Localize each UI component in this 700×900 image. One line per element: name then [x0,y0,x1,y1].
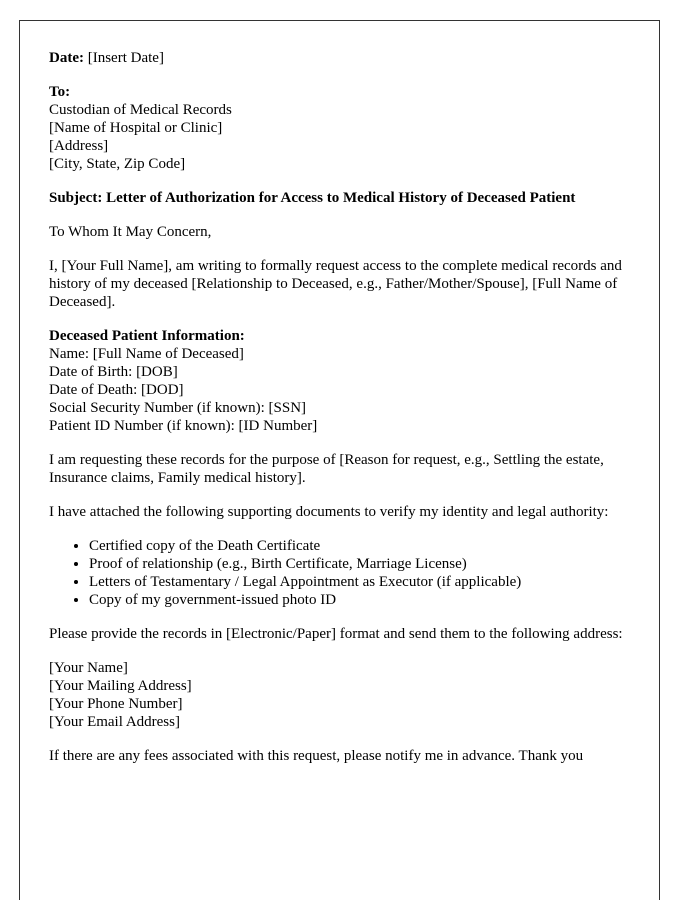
sender-line: [Your Email Address] [49,714,180,730]
date-label: Date: [49,50,84,66]
sender-line: [Your Name] [49,660,128,676]
recipient-line: [Name of Hospital or Clinic] [49,120,223,136]
sender-line: [Your Phone Number] [49,696,183,712]
patient-info-line: Date of Death: [DOD] [49,382,184,398]
subject-line [49,189,649,207]
letter-body [49,49,649,781]
format-request-paragraph: Please provide the records in [Electronic/Paper] format and send them to the following address: [49,626,623,642]
intro-paragraph: I, [Your Full Name], am writing to formally request access to the complete medical records and history of my deceased [Relationship to Deceased, e.g., Father/Mother/Spouse], [Full Name of Deceased]. [49,258,622,310]
closing-paragraph: If there are any fees associated with this request, please notify me in advance. Thank you [49,748,584,764]
recipient-line: [City, State, Zip Code] [49,156,186,172]
sender-line: [Your Mailing Address] [49,678,192,694]
list-item: • Certified copy of the Death Certificate [89,537,649,555]
patient-info-block [49,327,649,435]
recipient-block [49,83,649,173]
list-item: • Proof of relationship (e.g., Birth Certificate, Marriage License) [89,555,649,573]
recipient-line: [Address] [49,138,109,154]
letter-page [19,20,660,900]
subject-value: Letter of Authorization for Access to Medical History of Deceased Patient [102,190,576,206]
supporting-documents-list [49,537,649,609]
patient-info-line: Patient ID Number (if known): [ID Number] [49,418,318,434]
list-item: • Copy of my government-issued photo ID [89,591,649,609]
date-value: [Insert Date] [83,50,164,66]
sender-block [49,659,649,731]
list-item: • Letters of Testamentary / Legal Appointment as Executor (if applicable) [89,573,649,591]
purpose-paragraph: I am requesting these records for the purpose of [Reason for request, e.g., Settling the estate, Insurance claims, Family medical history]. [49,452,604,486]
date-line [49,49,649,67]
to-label: To: [49,84,71,100]
recipient-line: Custodian of Medical Records [49,102,232,118]
patient-info-line: Social Security Number (if known): [SSN] [49,400,307,416]
patient-info-line: Date of Birth: [DOB] [49,364,178,380]
patient-info-heading: Deceased Patient Information: [49,328,245,344]
salutation: To Whom It May Concern, [49,224,212,240]
patient-info-line: Name: [Full Name of Deceased] [49,346,244,362]
attachments-intro: I have attached the following supporting documents to verify my identity and legal authority: [49,504,609,520]
subject-label: Subject: [49,190,103,206]
